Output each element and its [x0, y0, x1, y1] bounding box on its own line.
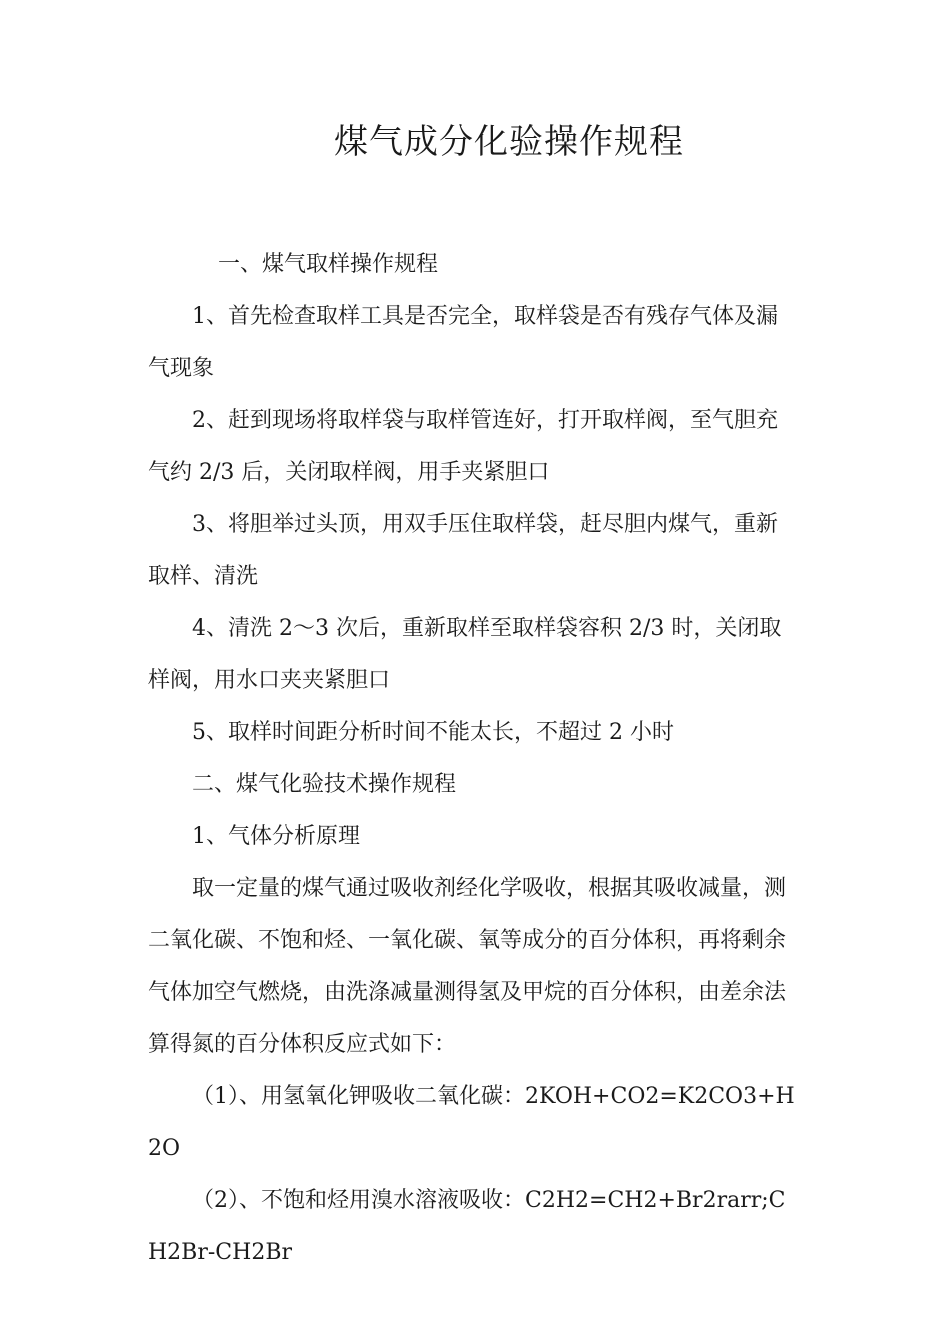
- paragraph-step-4: 4、清洗 2～3 次后，重新取样至取样袋容积 2/3 时，关闭取样阀，用水口夹夹紧胆口: [148, 616, 782, 693]
- section-heading-sampling: 一、煤气取样操作规程: [218, 252, 439, 277]
- document-title: 煤气成分化验操作规程: [334, 122, 684, 162]
- subheading-principle: 1、气体分析原理: [192, 824, 360, 849]
- paragraph-step-3: 3、将胆举过头顶，用双手压住取样袋，赶尽胆内煤气，重新取样、清洗: [148, 512, 778, 589]
- paragraph-reaction-2: （2）、不饱和烃用溴水溶液吸收：C2H2=CH2+Br2rarr;CH2Br-CH2Br: [148, 1188, 786, 1265]
- paragraph-step-2: 2、赶到现场将取样袋与取样管连好，打开取样阀，至气胆充气约 2/3 后，关闭取样阀，用手夹紧胆口: [148, 408, 778, 485]
- section-heading-analysis: 二、煤气化验技术操作规程: [192, 772, 457, 797]
- document-body: [148, 239, 798, 1279]
- paragraph-step-1: 1、首先检查取样工具是否完全，取样袋是否有残存气体及漏气现象: [148, 304, 778, 381]
- paragraph-step-5: 5、取样时间距分析时间不能太长，不超过 2 小时: [192, 720, 674, 745]
- paragraph-principle: 取一定量的煤气通过吸收剂经化学吸收，根据其吸收减量，测二氧化碳、不饱和烃、一氧化碳、氧等成分的百分体积，再将剩余气体加空气燃烧，由洗涤减量测得氢及甲烷的百分体积，由差余法算得氮的百分体积反应式如下：: [148, 876, 787, 1057]
- paragraph-reaction-1: （1）、用氢氧化钾吸收二氧化碳：2KOH+CO2=K2CO3+H2O: [148, 1084, 795, 1161]
